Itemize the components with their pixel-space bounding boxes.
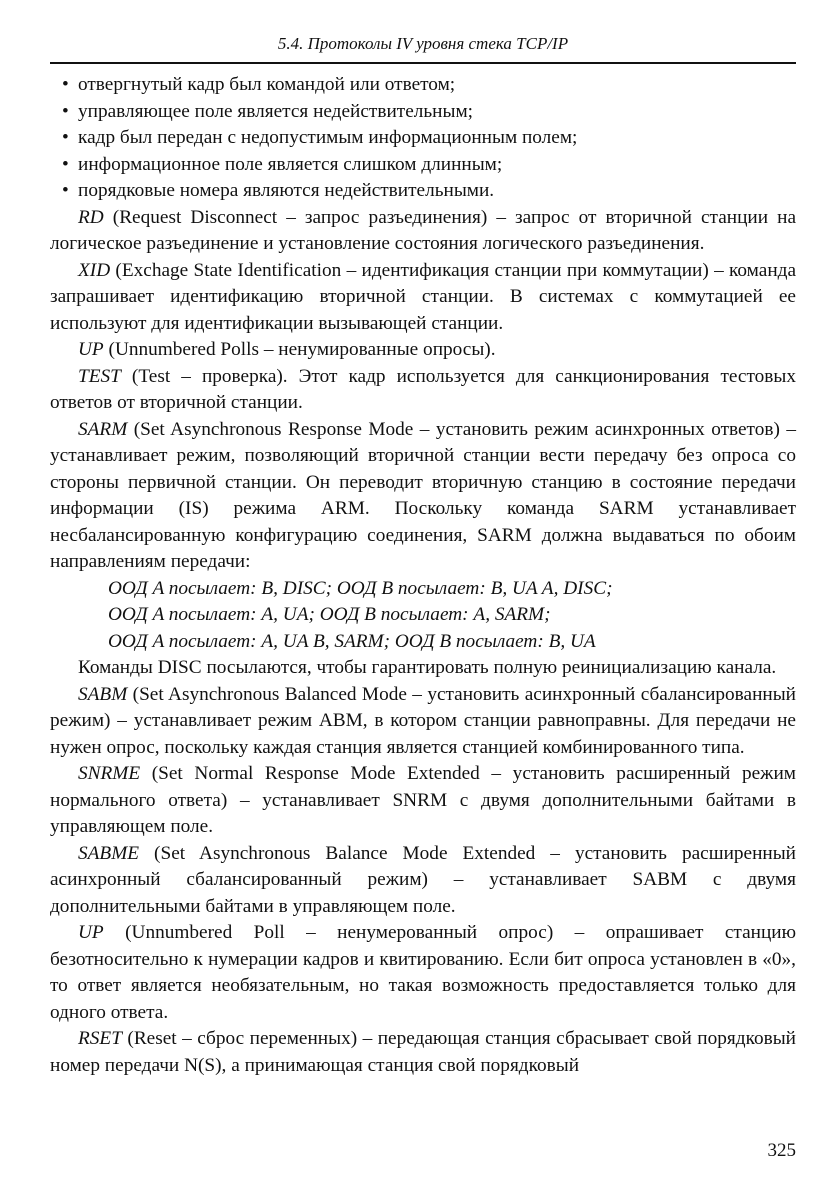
paragraph-text: (Exchage State Identification – идентификация станции при коммутации) – команда запрашивает идентификацию вторичной станции. В системах с коммутацией ее используют для идентификации вызывающей станции.	[50, 259, 796, 334]
term-up: UP	[78, 339, 104, 360]
example-line: ООД A посылает: A, UA; ООД B посылает: A, SARM;	[108, 604, 551, 625]
term-xid: XID	[78, 259, 111, 281]
term-rset: RSET	[78, 1028, 122, 1049]
paragraph-text: (Unnumbered Poll – ненумерованный опрос) – опрашивает станцию безотносительно к нумерации кадров и квитированию. Если бит опроса установлен в «0», то ответ является необязательным, но такая возможность предоставляется только для одного ответа.	[50, 922, 796, 1023]
paragraph-disc: Команды DISC посылаются, чтобы гарантировать полную реинициализацию канала.	[78, 657, 777, 678]
term-sabm: SABM	[78, 683, 128, 705]
bullet-item: • отвергнутый кадр был командой или ответом;	[78, 72, 796, 99]
bullet-item: • порядковые номера являются недействительными.	[78, 178, 796, 205]
paragraph-text: (Unnumbered Polls – ненумированные опросы).	[103, 339, 496, 360]
paragraph-text: (Reset – сброс переменных) – передающая станция сбрасывает свой порядковый номер передачи N(S), а принимающая станция свой порядковый	[50, 1028, 796, 1076]
paragraph-rset	[50, 1026, 796, 1079]
paragraph-sabme	[50, 841, 796, 921]
paragraph-up-polls	[50, 337, 796, 364]
paragraph-text: (Request Disconnect – запрос разъединения) – запрос от вторичной станции на логическое разъединение и установление состояния логического разъединения.	[50, 206, 796, 254]
page-number: 325	[767, 1140, 796, 1161]
paragraph-text: (Set Asynchronous Balance Mode Extended – установить расширенный асинхронный сбалансированный режим) – устанавливает SABM с двумя дополнительными байтами в управляющем поле.	[50, 842, 796, 917]
example-line: ООД A посылает: A, UA B, SARM; ООД B посылает: B, UA	[108, 630, 596, 652]
bullet-item: • управляющее поле является недействительным;	[78, 99, 796, 126]
body-text	[50, 72, 796, 1079]
paragraph-text: (Set Asynchronous Balanced Mode – установить асинхронный сбалансированный режим) – устанавливает режим ABM, в котором станции равноправны. Для передачи не нужен опрос, поскольку каждая станция является станцией комбинированного типа.	[50, 683, 796, 758]
paragraph-test	[50, 364, 796, 417]
paragraph-rd	[50, 205, 796, 258]
term-sabme: SABME	[78, 842, 140, 864]
example-block	[50, 576, 796, 656]
paragraph-text: (Set Asynchronous Response Mode – установить режим асинхронных ответов) – устанавливает режим, позволяющий вторичной станции вести передачу без опроса со стороны первичной станции. Он переводит вторичную станцию в состояние передачи информации (IS) режима ARM. Поскольку команда SARM устанавливает несбалансированную конфигурацию соединения, SARM должна выдаваться по обоим направлениям передачи:	[50, 418, 796, 572]
bullet-item: • кадр был передан с недопустимым информационным полем;	[78, 125, 796, 152]
example-line: ООД A посылает: B, DISC; ООД B посылает: B, UA A, DISC;	[108, 577, 613, 599]
header-rule	[50, 62, 796, 64]
paragraph-sarm	[50, 417, 796, 576]
paragraph-snrme	[50, 761, 796, 841]
term-snrme: SNRME	[78, 763, 141, 784]
term-up: UP	[78, 922, 104, 943]
running-head: 5.4. Протоколы IV уровня стека TCP/IP	[277, 34, 569, 53]
paragraph-text: (Set Normal Response Mode Extended – установить расширенный режим нормального ответа) – устанавливает SNRM с двумя дополнительными байтами в управляющем поле.	[50, 763, 796, 837]
bullet-list	[50, 72, 796, 205]
paragraph-text: (Test – проверка). Этот кадр используется для санкционирования тестовых ответов от вторичной станции.	[50, 365, 796, 413]
term-test: TEST	[78, 365, 121, 387]
term-sarm: SARM	[78, 418, 128, 440]
term-rd: RD	[78, 206, 104, 228]
paragraph-sabm	[50, 682, 796, 762]
paragraph-xid	[50, 258, 796, 338]
bullet-item: • информационное поле является слишком длинным;	[78, 152, 796, 179]
paragraph-up-poll	[50, 920, 796, 1026]
